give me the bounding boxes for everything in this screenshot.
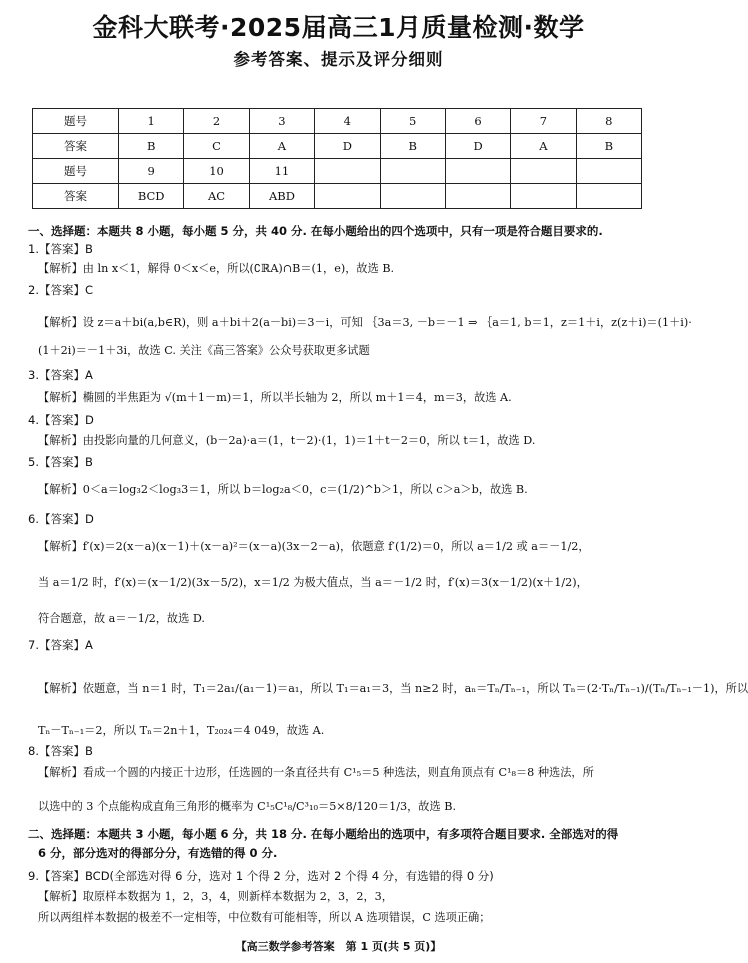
answer-table-cell: A xyxy=(511,134,576,159)
section-heading: 一、选择题：本题共 8 小题，每小题 5 分，共 40 分. 在每小题给出的四个选项中，只有一项是符合题目要求的. xyxy=(28,224,603,238)
solution-text: 【解析】由投影向量的几何意义，(b－2a)·a＝(1，t－2)·(1，1)＝1＋t－2＝0，所以 t＝1，故选 D. xyxy=(38,434,536,447)
answer-table-header-cell: 题号 xyxy=(33,159,119,184)
answer-table-cell: 2 xyxy=(184,109,249,134)
answer-table-cell: 9 xyxy=(119,159,184,184)
answer-table-header-cell: 题号 xyxy=(33,109,119,134)
answer-table-cell: 1 xyxy=(119,109,184,134)
answer-table-cell xyxy=(511,159,576,184)
answer-table-cell xyxy=(576,159,641,184)
page-title: 金科大联考·2025届高三1月质量检测·数学 xyxy=(92,13,585,42)
answer-table-row xyxy=(33,159,642,184)
answer-table-cell xyxy=(511,184,576,209)
answer-table-cell xyxy=(315,159,380,184)
solution-text: (1＋2i)＝－1＋3i，故选 C. 关注《高三答案》公众号获取更多试题 xyxy=(38,344,370,357)
answer-label: 8.【答案】B xyxy=(28,744,93,758)
answer-table-cell: ABD xyxy=(249,184,314,209)
solution-text: 【解析】0＜a＝log₃2＜log₃3＝1，所以 b＝log₂a＜0，c＝(1/2)^b＞1，所以 c＞a＞b，故选 B. xyxy=(38,483,528,496)
solution-text: 【解析】f′(x)＝2(x－a)(x－1)＋(x－a)²＝(x－a)(3x－2－a)，依题意 f′(1/2)＝0，所以 a＝1/2 或 a＝－1/2， xyxy=(38,540,590,553)
answer-table-cell xyxy=(380,184,445,209)
answer-label: 2.【答案】C xyxy=(28,283,94,297)
answer-table xyxy=(32,108,642,209)
solution-text: 【解析】椭圆的半焦距为 √(m＋1－m)＝1，所以半长轴为 2，所以 m＋1＝4，m＝3，故选 A. xyxy=(38,391,512,404)
section-heading: 二、选择题：本题共 3 小题，每小题 6 分，共 18 分. 在每小题给出的选项中，有多项符合题目要求. 全部选对的得 xyxy=(28,827,619,841)
answer-table-cell: 3 xyxy=(249,109,314,134)
answer-table-cell: B xyxy=(380,134,445,159)
answer-table-cell xyxy=(315,184,380,209)
answer-table-row xyxy=(33,184,642,209)
solution-text: 符合题意，故 a＝－1/2，故选 D. xyxy=(38,612,205,625)
answer-table-cell: A xyxy=(249,134,314,159)
solution-text: 【解析】依题意，当 n＝1 时，T₁＝2a₁/(a₁－1)＝a₁，所以 T₁＝a₁＝3，当 n≥2 时，aₙ＝Tₙ/Tₙ₋₁，所以 Tₙ＝(2·Tₙ/Tₙ₋₁)/(Tₙ/Tₙ₋₁－1)，所以 xyxy=(38,682,748,695)
answer-table-header-cell: 答案 xyxy=(33,134,119,159)
answer-label: 1.【答案】B xyxy=(28,242,93,256)
answer-table-cell xyxy=(445,159,510,184)
answer-table-cell xyxy=(576,184,641,209)
solution-text: 【解析】设 z＝a＋bi(a,b∈R)，则 a＋bi＋2(a－bi)＝3－i，可知 ｛3a＝3, －b＝－1 ⇒ ｛a＝1, b＝1，z＝1＋i，z(z＋i)＝(1＋i)· xyxy=(38,316,692,329)
answer-table-cell: 4 xyxy=(315,109,380,134)
answer-label: 6.【答案】D xyxy=(28,512,94,526)
answer-label: 9.【答案】BCD(全部选对得 6 分，选对 1 个得 2 分，选对 2 个得 4 分，有选错的得 0 分) xyxy=(28,869,494,883)
answer-table-cell: AC xyxy=(184,184,249,209)
solution-text: 【解析】取原样本数据为 1，2，3，4，则新样本数据为 2，3，2，3， xyxy=(38,890,393,903)
page-subtitle: 参考答案、提示及评分细则 xyxy=(233,50,444,69)
answer-table-cell: 6 xyxy=(445,109,510,134)
answer-table-cell: C xyxy=(184,134,249,159)
answer-label: 3.【答案】A xyxy=(28,368,93,382)
answer-table-cell: 10 xyxy=(184,159,249,184)
answer-table-cell: B xyxy=(576,134,641,159)
answer-table-cell: D xyxy=(315,134,380,159)
answer-label: 4.【答案】D xyxy=(28,413,94,427)
solution-text: 所以两组样本数据的极差不一定相等，中位数有可能相等，所以 A 选项错误，C 选项正确； xyxy=(38,911,491,924)
answer-label: 5.【答案】B xyxy=(28,455,93,469)
solution-text: 【解析】看成一个圆的内接正十边形，任选圆的一条直径共有 C¹₅＝5 种选法，则直角顶点有 C¹₈＝8 种选法，所 xyxy=(38,766,594,779)
answer-table-cell xyxy=(380,159,445,184)
answer-table-cell: B xyxy=(119,134,184,159)
answer-table-cell: D xyxy=(445,134,510,159)
solution-text: 【解析】由 ln x＜1，解得 0＜x＜e，所以(∁ℝA)∩B＝(1，e)，故选 B. xyxy=(38,262,395,275)
answer-table-cell: 7 xyxy=(511,109,576,134)
answer-table-header-cell: 答案 xyxy=(33,184,119,209)
answer-table-cell: 8 xyxy=(576,109,641,134)
answer-table-cell: BCD xyxy=(119,184,184,209)
answer-table-row xyxy=(33,134,642,159)
answer-table-cell: 11 xyxy=(249,159,314,184)
solution-text: 以选中的 3 个点能构成直角三角形的概率为 C¹₅C¹₈/C³₁₀＝5×8/120＝1/3，故选 B. xyxy=(38,800,457,813)
solution-text: Tₙ－Tₙ₋₁＝2，所以 Tₙ＝2n＋1，T₂₀₂₄＝4 049，故选 A. xyxy=(38,724,325,737)
solution-text: 当 a＝1/2 时，f′(x)＝(x－1/2)(3x－5/2)，x＝1/2 为极大值点，当 a＝－1/2 时，f′(x)＝3(x－1/2)(x＋1/2)， xyxy=(38,576,588,589)
answer-table-row xyxy=(33,109,642,134)
section-heading: 6 分，部分选对的得部分分，有选错的得 0 分. xyxy=(38,846,278,860)
answer-label: 7.【答案】A xyxy=(28,638,93,652)
answer-table-cell: 5 xyxy=(380,109,445,134)
page-footer: 【高三数学参考答案 第 1 页(共 5 页)】 xyxy=(235,940,442,953)
answer-table-cell xyxy=(445,184,510,209)
